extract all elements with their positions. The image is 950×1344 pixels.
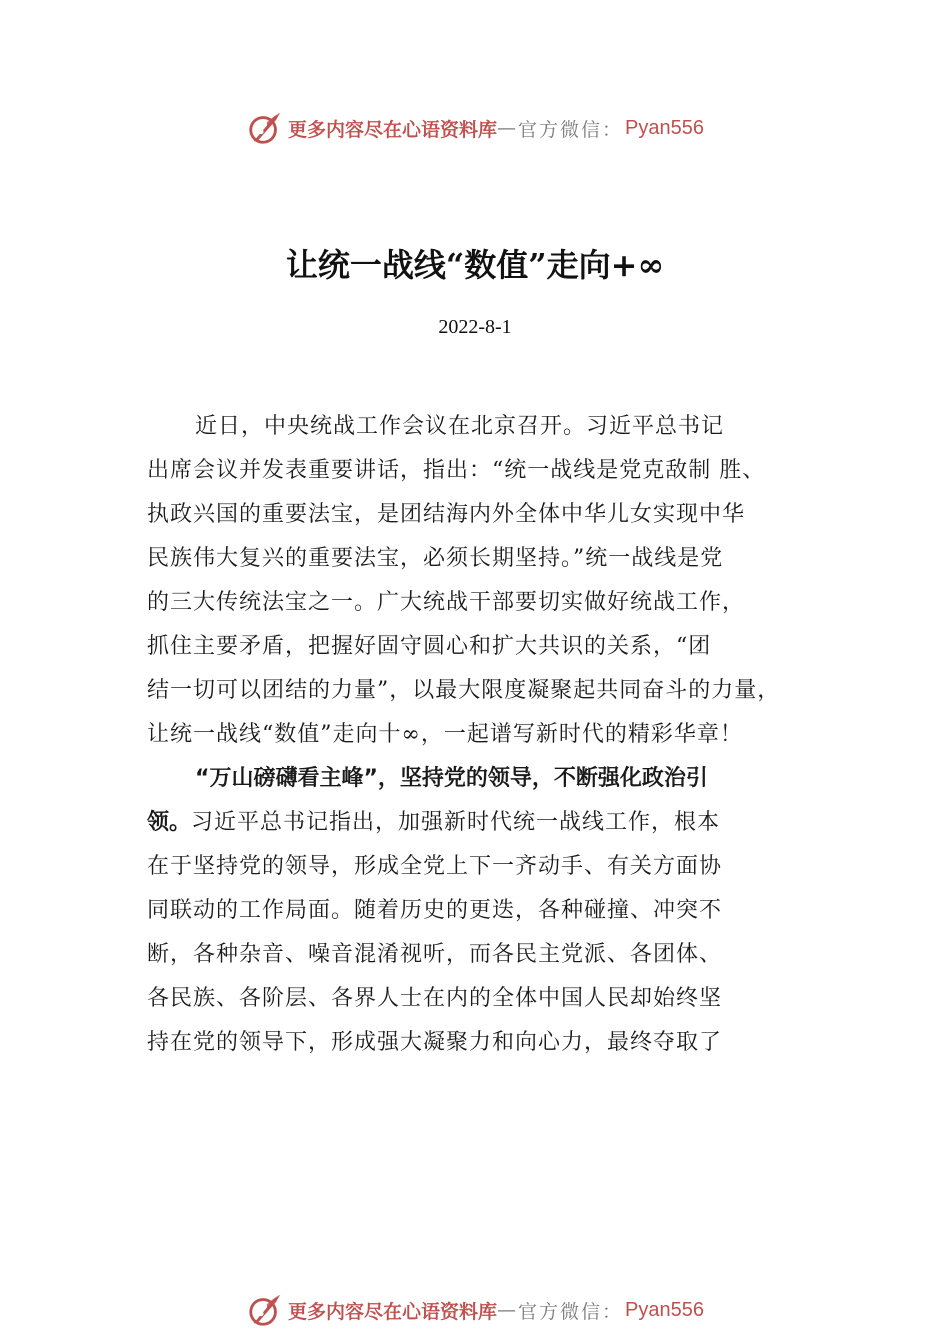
section-heading: “万山磅礴看主峰”，坚持党的领导，不断强化政治引 [195,766,708,791]
body-line: 出席会议并发表重要讲话，指出：“统一战线是党克敌制 胜、 [147,458,766,483]
body-line-text: 习近平总书记指出，加强新时代统一战线工作，根本 [191,810,721,835]
body-line: 民族伟大复兴的重要法宝，必须长期坚持。”统一战线是党 [147,546,724,571]
body-line: 执政兴国的重要法宝，是团结海内外全体中华儿女实现中华 [147,502,746,527]
body-line: 持在党的领导下，形成强大凝聚力和向心力，最终夺取了 [147,1030,723,1055]
footer-banner [0,1288,950,1332]
banner-separator: — [497,1299,519,1321]
section-heading-tail: 领。 [147,810,192,835]
banner-wechat-label: 官方微信： [518,118,624,141]
document-title: 让统一战线“数值”走向+∞ [285,246,665,284]
banner-wechat-label: 官方微信： [518,1300,624,1323]
banner-separator: — [497,117,519,139]
header-banner [0,106,950,150]
quill-pen-logo-icon [246,1291,284,1329]
body-line: 近日，中央统战工作会议在北京召开。习近平总书记 [195,414,725,439]
banner-brand-text: 更多内容尽在心语资料库 [288,1300,498,1323]
body-line: 断，各种杂音、噪音混淆视听，而各民主党派、各团体、 [147,942,723,967]
quill-pen-logo-icon [246,109,284,147]
body-line [147,801,817,845]
body-line: 在于坚持党的领导，形成全党上下一齐动手、有关方面协 [147,854,723,879]
body-line: 结一切可以团结的力量”，以最大限度凝聚起共同奋斗的力量， [147,678,781,703]
banner-wechat-id: Pyan556 [625,116,704,139]
body-line: 同联动的工作局面。随着历史的更迭，各种碰撞、冲突不 [147,898,723,923]
banner-brand-text: 更多内容尽在心语资料库 [288,118,498,141]
body-line: 各民族、各阶层、各界人士在内的全体中国人民却始终坚 [147,986,723,1011]
document-date: 2022-8-1 [438,316,512,338]
banner-wechat-id: Pyan556 [625,1298,704,1321]
body-line: 抓住主要矛盾，把握好固守圆心和扩大共识的关系，“团 [147,634,712,659]
document-body [147,405,817,1065]
body-line: 让统一战线“数值”走向十∞，一起谱写新时代的精彩华章！ [147,722,743,747]
body-line: 的三大传统法宝之一。广大统战干部要切实做好统战工作， [147,590,746,615]
